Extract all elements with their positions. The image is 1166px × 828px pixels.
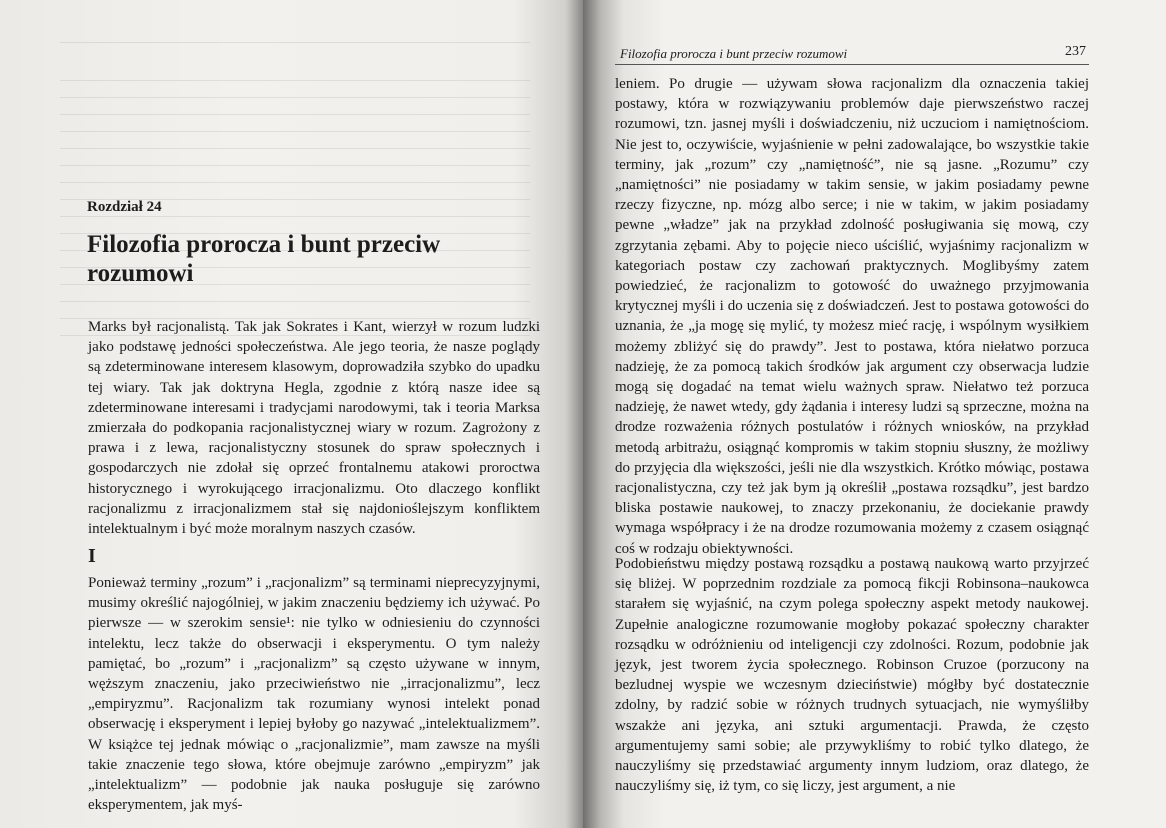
bleed-through-header (60, 42, 530, 53)
chapter-title: Filozofia proroczа i bunt przeciw rozumowi (87, 231, 441, 287)
chapter-label: Rozdział 24 (87, 199, 162, 215)
section-marker: I (88, 545, 96, 567)
body-paragraph-1: leniem. Po drugie — używam słowa racjonalizm dla oznaczenia takiej postawy, która w rozwiązywaniu problemów daje pierwszeństwo raczej rozumowi, tzn. jasnej myśli i doświadczeniu, niż uczuciom i namiętnościom. Nie jest to, oczywiście, wyjaśnienie w pełni zadowalające, bo wszystkie takie terminy, jak „rozum” czy „namiętność”, nie są jasne. „Rozumu” czy „namiętności” nie posiadamy w takim sensie, w jakim posiadamy pewne rzeczy fizyczne, np. mózg albo serce; i nie w takim, w jakim posiadamy pewne „władze” jak na przykład zdolność posługiwania się mową, czy zgrzytania zębami. Aby to pojęcie nieco uściślić, wyjaśnimy racjonalizm w kategoriach postaw czy zachowań praktycznych. Moglibyśmy zatem powiedzieć, że racjonalizm to gotowość do uważnego przyjmowania krytycznej myśli i do uczenia się z doświadczeń. Jest to postawa gotowości do uznania, że „ja mogę się mylić, ty możesz mieć rację, i wspólnym wysiłkiem możemy zbliżyć się do prawdy”. Jest to postawa, która niełatwo porzuca nadzieję, że za pomocą takich środków jak argument czy obserwacja ludzie mogą się dogadać na temat wielu ważnych spraw. Niełatwo też porzuca nadzieję, że nawet wtedy, gdy żądania i interesy ludzi są sprzeczne, można na drodze rozważenia różnych postulatów i różnych wniosków, na przykład metodą arbitrażu, osiągnąć kompromis w takim stopniu słuszny, że możliwy do przyjęcia dla większości, jeśli nie dla wszystkich. Krótko mówiąc, postawa racjonalistyczna, czy też jak bym ją określił „postawa rozsądku”, jest bardzo bliska postawie naukowej, to znaczy przekonaniu, że dociekanie prawdy wymaga współpracy i że na drodze rozumowania możemy z czasem osiągnąć coś w rodzaju obiektywności. (615, 76, 1089, 557)
page-number: 237 (1065, 44, 1086, 59)
right-page (583, 0, 1166, 828)
intro-paragraph: Marks był racjonalistą. Tak jak Sokrates i Kant, wierzył w rozum ludzki jako podstawę jedności społeczeństwa. Ale jego teoria, że nasze poglądy są zdeterminowane interesem klasowym, doprowadziła szybko do upadku tej wiary. Tak jak doktryna Hegla, zgodnie z którą nasze idee są zdeterminowane interesami i tradycjami narodowymi, tak i teoria Marksa zmierzała do podkopania racjonalistycznej wiary w rozum. Zagrożony z prawa i z lewa, racjonalistyczny stosunek do spraw społecznych i gospodarczych nie zdołał się oprzeć frontalnemu atakowi proroctwa historycznego i wyrokującego irracjonalizmu. Oto dlaczego konflikt racjonalizmu z irracjonalizmem stał się najdonioślejszym konfliktem intelektualnym i być może moralnym naszych czasów. (88, 319, 540, 538)
body-paragraph-2: Podobieństwu między postawą rozsądku a postawą naukową warto przyjrzeć się bliżej. W poprzednim rozdziale za pomocą fikcji Robinsona–naukowca starałem się wyjaśnić, na czym polega społeczny aspekt metody naukowej. Zupełnie analogiczne rozumowanie mogłoby pokazać społeczny charakter rozsądku w odróżnieniu od inteligencji czy zdolności. Rozum, podobnie jak język, jest tworem życia społecznego. Robinson Cruzoe (porzucony na bezludnej wyspie we wczesnym dzieciństwie) mógłby być dostatecznie zdolny, by radzić sobie w różnych trudnych sytuacjach, nie wymyśliłby wszakże ani języka, ani sztuki argumentacji. Prawda, że często argumentujemy sami sobie; ale przywykliśmy to robić tylko dlatego, że nauczyliśmy się przedstawiać argumenty innym ludziom, oraz dlatego, że nauczyliśmy się, iż tym, co się liczy, jest argument, a nie (615, 556, 1089, 795)
running-title: Filozofia proroczа i bunt przeciw rozumowi (620, 46, 848, 61)
running-header (615, 44, 1089, 65)
section-paragraph: Ponieważ terminy „rozum” i „racjonalizm” są terminami nieprecyzyjnymi, musimy określić najogólniej, w jakim znaczeniu będziemy ich używać. Po pierwsze — w szerokim sensie¹: nie tylko w odniesieniu do czynności intelektu, lecz także do obserwacji i eksperymentu. O tym należy pamiętać, bo „rozum” i „racjonalizm” są często używane w innym, węższym znaczeniu, jako przeciwieństwo nie „irracjonalizmu”, lecz „empiryzmu”. Racjonalizm tak rozumiany wynosi intelekt ponad obserwację i eksperyment i lepiej byłoby go nazywać „intelektualizmem”. W książce tej jednak mówiąc o „racjonalizmie”, mam zawsze na myśli takie znaczenie tego słowa, które obejmuje zarówno „empiryzm” jak „intelektualizm” — podobnie jak nauka posługuje się zarówno eksperymentem, jak myś- (88, 575, 540, 814)
